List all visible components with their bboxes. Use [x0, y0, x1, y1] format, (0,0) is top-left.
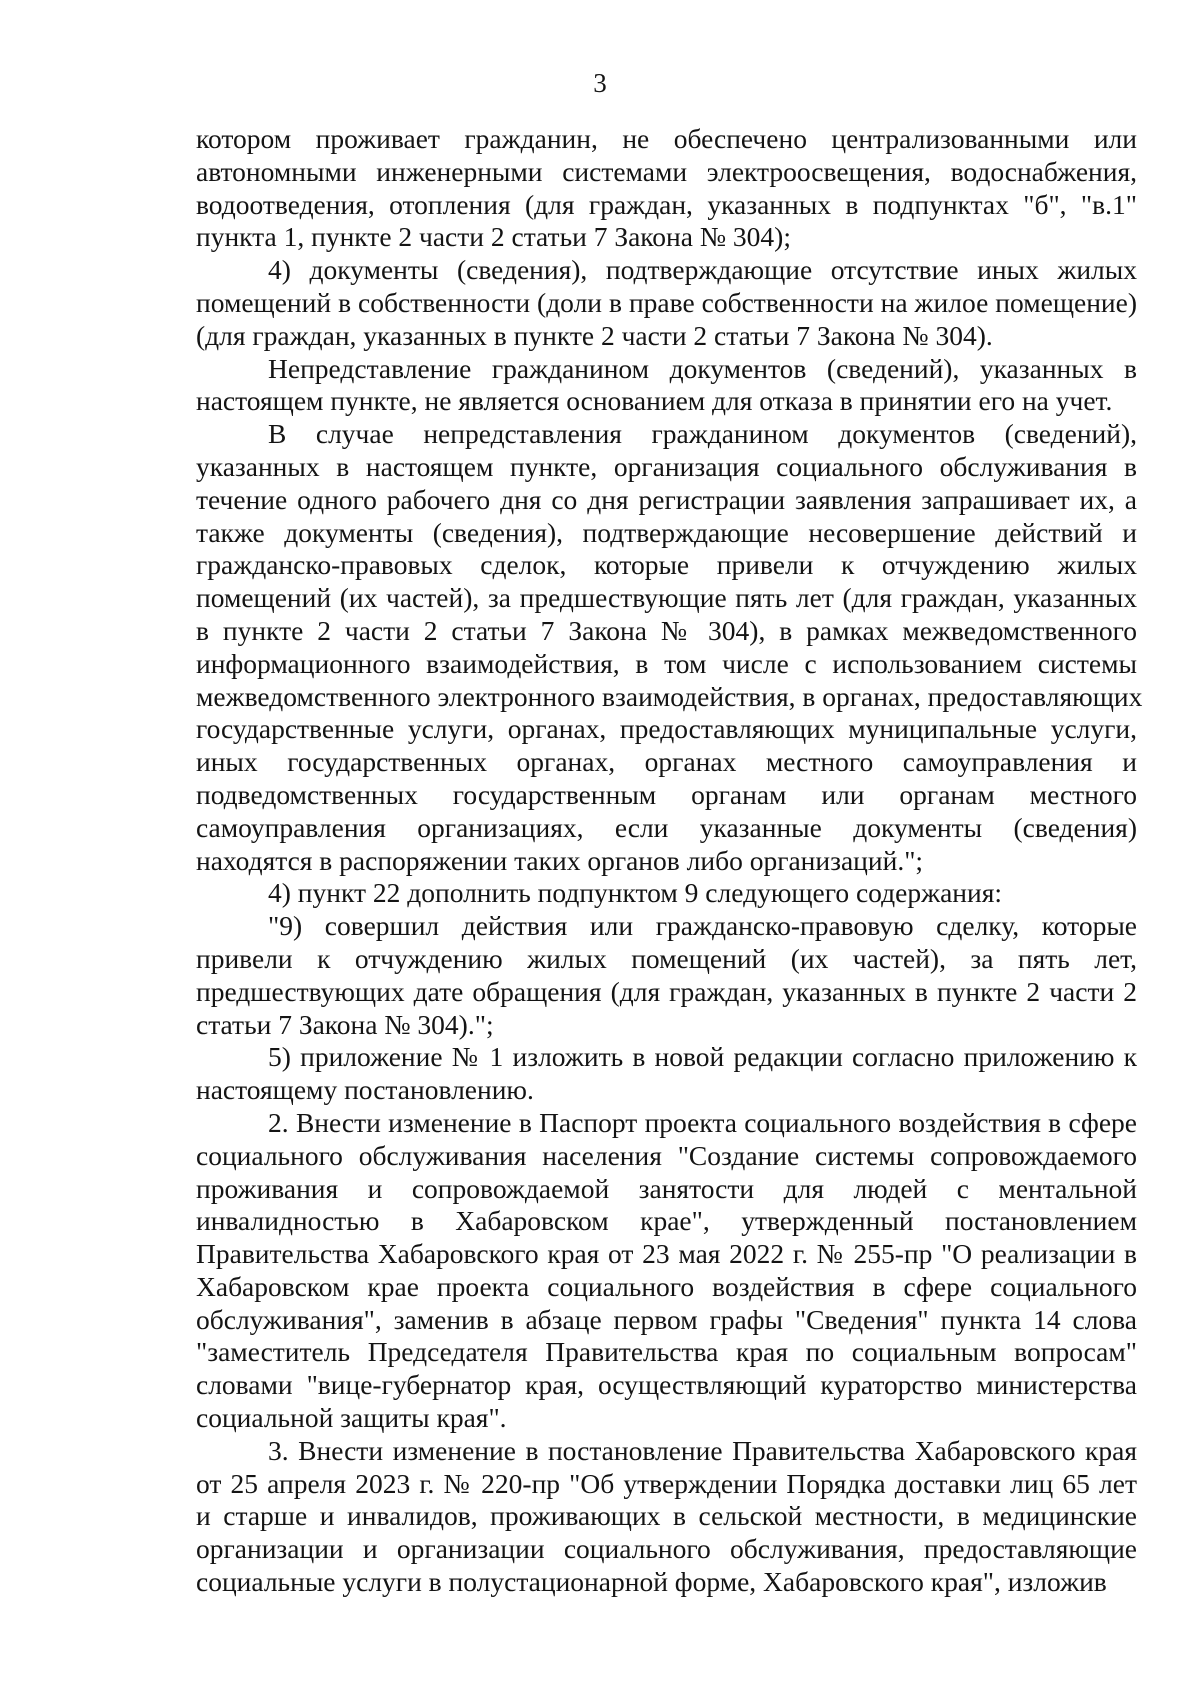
text-line: указанных в настоящем пункте, организация социального обслуживания в [196, 450, 1137, 482]
text-line: "9) совершил действия или гражданско-правовую сделку, которые [268, 910, 1137, 942]
text-line: "заместитель Председателя Правительства края по социальным вопросам" [196, 1336, 1137, 1368]
paragraph [196, 1107, 1137, 1435]
text-line: 3. Внести изменение в постановление Правительства Хабаровского края [268, 1434, 1137, 1466]
text-line: течение одного рабочего дня со дня регистрации заявления запрашивает их, а [196, 483, 1137, 515]
text-line: водоотведения, отопления (для граждан, указанных в подпунктах "б", "в.1" [196, 188, 1137, 220]
text-line: находятся в распоряжении таких органов либо организаций."; [196, 844, 924, 876]
text-line: Непредставление гражданином документов (сведений), указанных в [268, 352, 1137, 384]
text-line: В случае непредставления гражданином документов (сведений), [268, 418, 1137, 450]
text-line: предшествующих дате обращения (для граждан, указанных в пункте 2 части 2 [196, 975, 1137, 1007]
paragraph [196, 123, 1137, 254]
text-line: настоящем пункте, не является основанием для отказа в принятии его на учет. [196, 385, 1113, 417]
text-line: пункта 1, пункте 2 части 2 статьи 7 Закона № 304); [196, 221, 791, 253]
text-line: словами "вице-губернатор края, осуществляющий кураторство министерства [196, 1369, 1137, 1401]
text-line: котором проживает гражданин, не обеспечено централизованными или [196, 123, 1137, 154]
text-line: от 25 апреля 2023 г. № 220-пр "Об утверждении Порядка доставки лиц 65 лет [196, 1467, 1137, 1499]
paragraph [196, 1435, 1137, 1599]
text-line: социального обслуживания населения "Создание системы сопровождаемого [196, 1139, 1137, 1171]
text-line: статьи 7 Закона № 304)."; [196, 1008, 494, 1040]
paragraph [196, 877, 1137, 910]
text-line: гражданско-правовых сделок, которые привели к отчуждению жилых [196, 549, 1137, 581]
text-line: 5) приложение № 1 изложить в новой редакции согласно приложению к [268, 1041, 1137, 1073]
text-line: автономными инженерными системами электроосвещения, водоснабжения, [196, 155, 1137, 187]
text-line: привели к отчуждению жилых помещений (их частей), за пять лет, [196, 942, 1137, 974]
text-line: 4) пункт 22 дополнить подпунктом 9 следующего содержания: [268, 877, 1003, 909]
text-line: инвалидностью в Хабаровском крае", утвержденный постановлением [196, 1205, 1137, 1237]
text-line: Правительства Хабаровского края от 23 мая 2022 г. № 255-пр "О реализации в [196, 1238, 1137, 1270]
text-line: межведомственного электронного взаимодействия, в органах, предоставляющих [196, 680, 1143, 712]
text-line: обслуживания", заменив в абзаце первом графы "Сведения" пункта 14 слова [196, 1303, 1137, 1335]
text-line: также документы (сведения), подтверждающие несовершение действий и [196, 516, 1137, 548]
paragraph [196, 254, 1137, 352]
text-line: организации и организации социального обслуживания, предоставляющие [196, 1533, 1137, 1565]
paragraph [196, 353, 1137, 419]
text-line: помещений в собственности (доли в праве собственности на жилое помещение) [196, 286, 1137, 318]
document-body [196, 123, 1143, 1599]
text-line: государственные услуги, органах, предоставляющих муниципальные услуги, [196, 713, 1137, 745]
text-line: 4) документы (сведения), подтверждающие отсутствие иных жилых [268, 254, 1137, 286]
text-line: подведомственных государственным органам или органам местного [196, 778, 1137, 810]
text-line: социальной защиты края". [196, 1402, 507, 1434]
text-line: помещений (их частей), за предшествующие пять лет (для граждан, указанных [196, 582, 1137, 614]
paragraph [196, 1041, 1137, 1107]
text-line: проживания и сопровождаемой занятости для людей с ментальной [196, 1172, 1137, 1204]
text-line: Хабаровском крае проекта социального воздействия в сфере социального [196, 1270, 1137, 1302]
text-line: и старше и инвалидов, проживающих в сельской местности, в медицинские [196, 1500, 1137, 1532]
text-line: самоуправления организациях, если указанные документы (сведения) [196, 811, 1137, 843]
text-line: 2. Внести изменение в Паспорт проекта социального воздействия в сфере [268, 1106, 1137, 1138]
text-line: настоящему постановлению. [196, 1074, 534, 1106]
page-number: 3 [593, 68, 607, 98]
text-line: (для граждан, указанных в пункте 2 части 2 статьи 7 Закона № 304). [196, 319, 993, 351]
text-line: социальные услуги в полустационарной форме, Хабаровского края", изложив [196, 1566, 1107, 1598]
text-line: информационного взаимодействия, в том числе с использованием системы [196, 647, 1137, 679]
text-line: иных государственных органах, органах местного самоуправления и [196, 746, 1137, 778]
paragraph [196, 418, 1143, 877]
text-line: в пункте 2 части 2 статьи 7 Закона № 304), в рамках межведомственного [196, 614, 1137, 646]
paragraph [196, 910, 1137, 1041]
